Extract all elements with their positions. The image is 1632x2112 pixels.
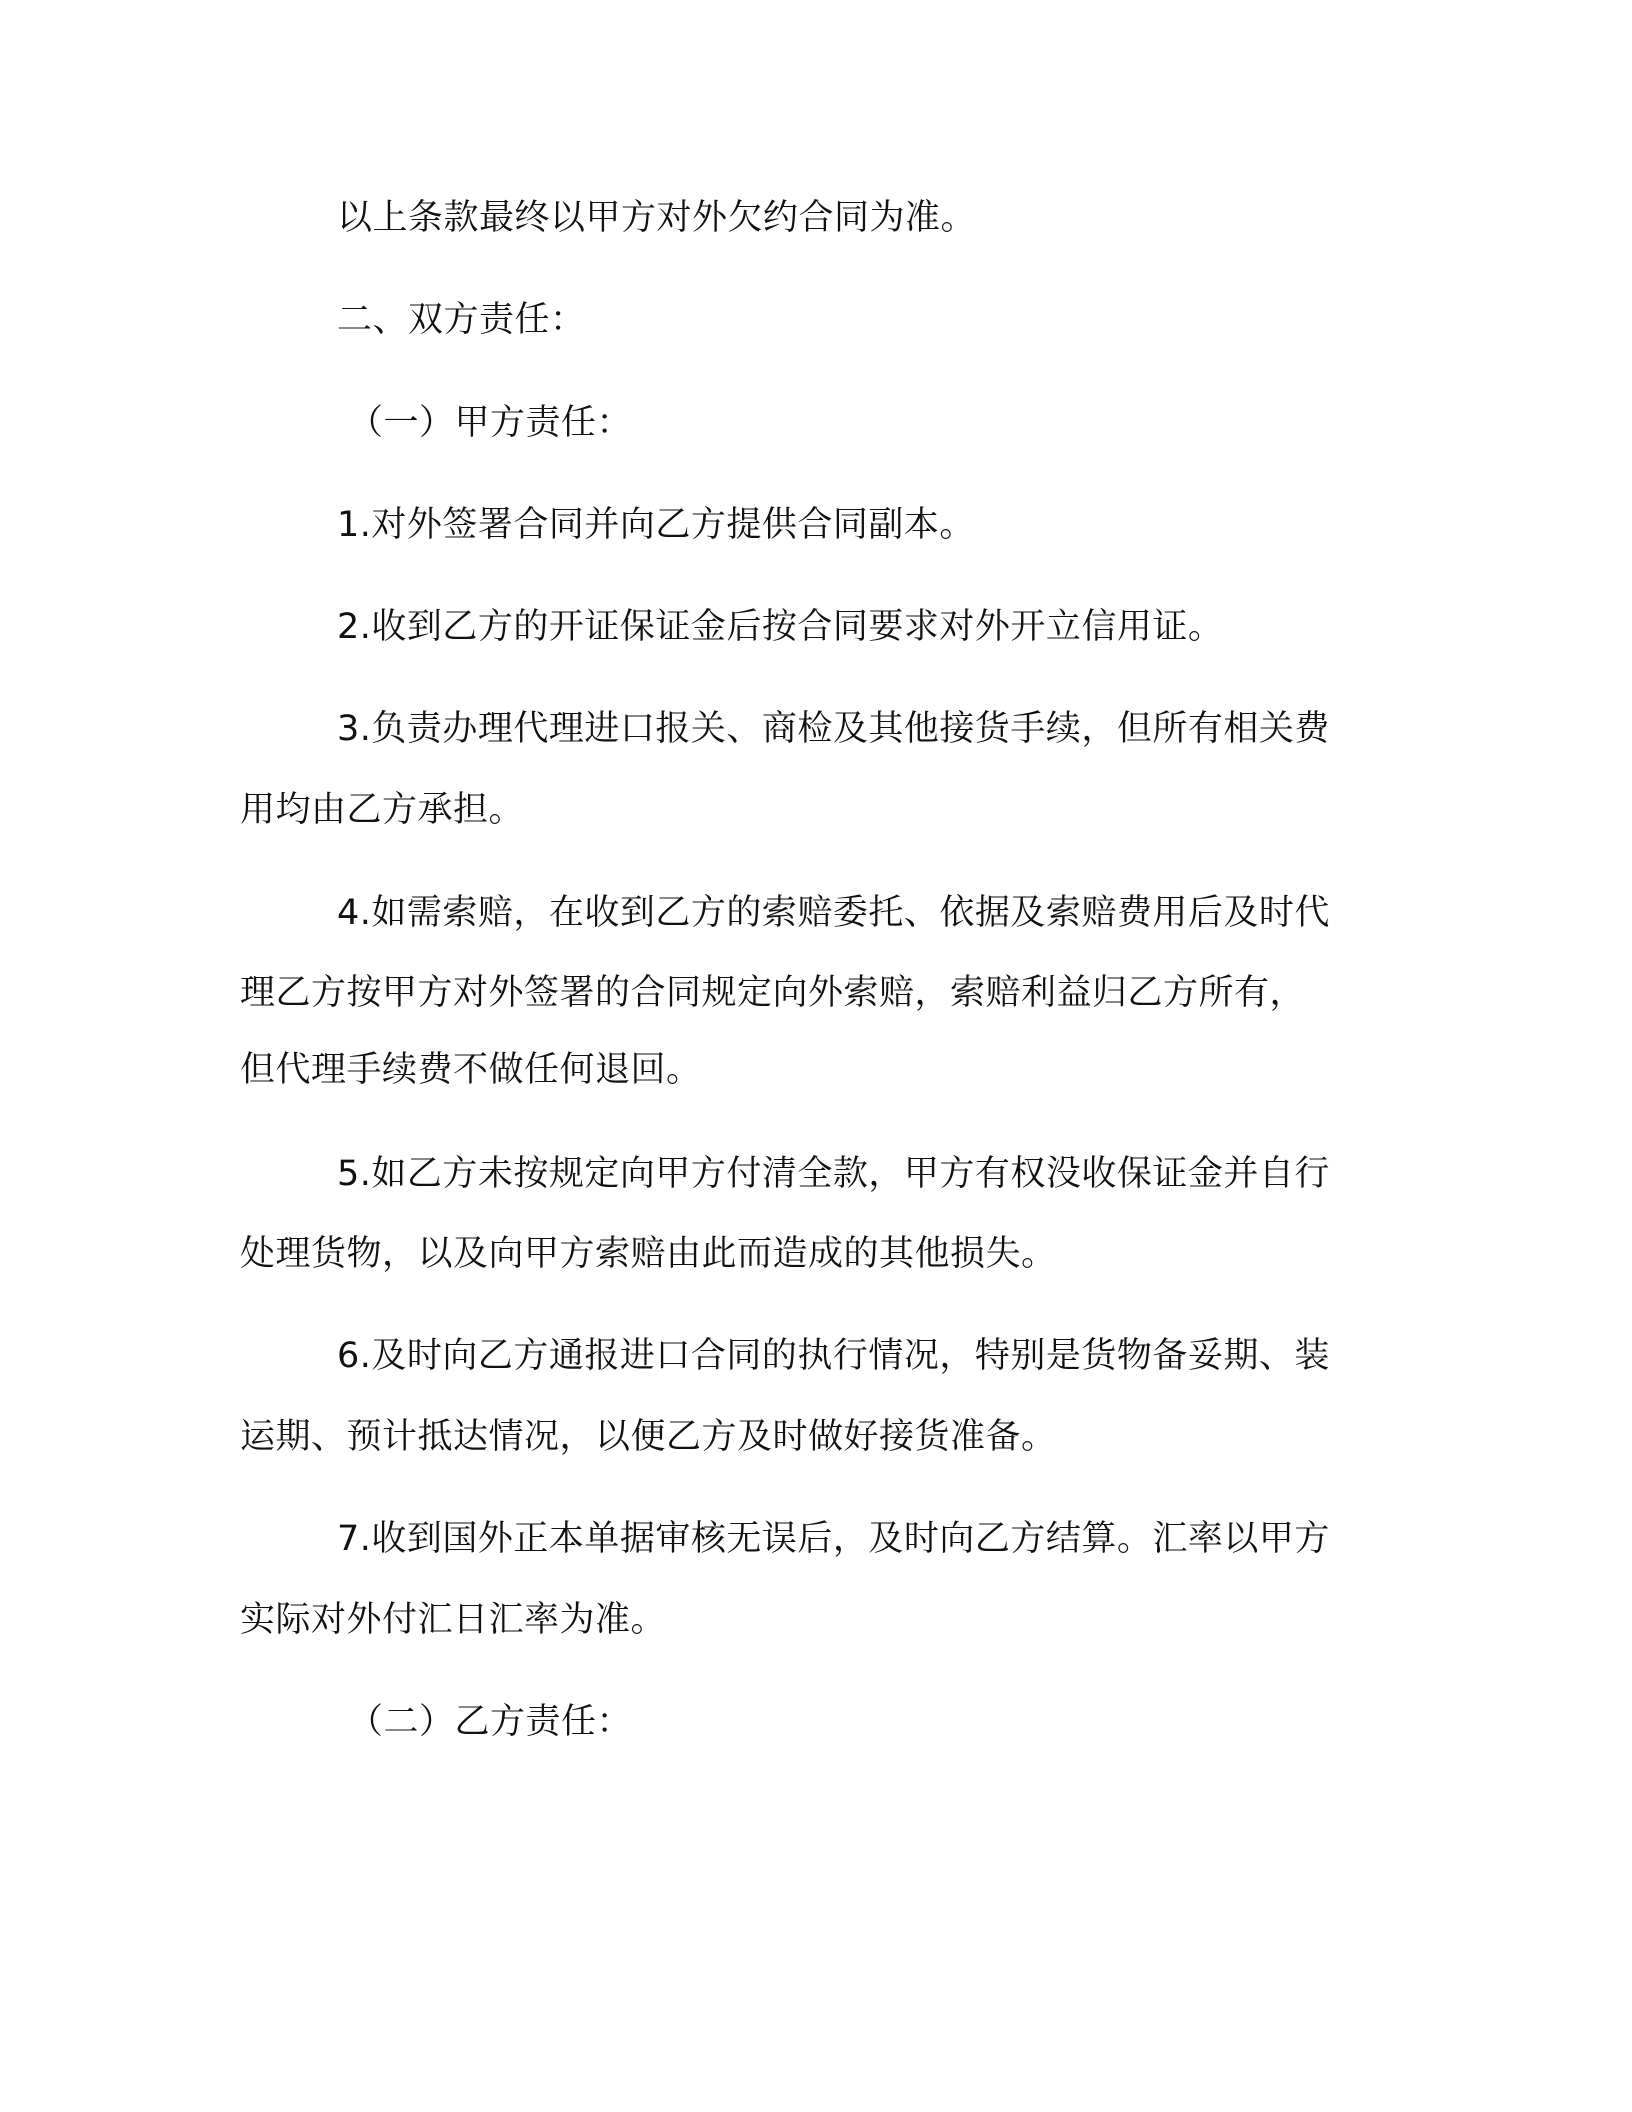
clause-4-line-2: 理乙方按甲方对外签署的合同规定向外索赔，索赔利益归乙方所有，	[240, 973, 1306, 1013]
clause-5-line-2: 处理货物，以及向甲方索赔由此而造成的其他损失。	[240, 1234, 1057, 1274]
subsection-heading-party-a: （一）甲方责任：	[348, 403, 633, 443]
clause-1: 1.对外签署合同并向乙方提供合同副本。	[337, 505, 975, 545]
clause-4-line-1: 4.如需索赔，在收到乙方的索赔委托、依据及索赔费用后及时代	[337, 893, 1330, 933]
subsection-heading-party-b: （二）乙方责任：	[348, 1702, 633, 1742]
clause-2: 2.收到乙方的开证保证金后按合同要求对外开立信用证。	[337, 607, 1224, 647]
clause-5-line-1: 5.如乙方未按规定向甲方付清全款，甲方有权没收保证金并自行	[337, 1154, 1330, 1194]
section-heading: 二、双方责任：	[337, 300, 586, 340]
clause-3-line-2: 用均由乙方承担。	[240, 790, 525, 830]
clause-6-line-1: 6.及时向乙方通报进口合同的执行情况，特别是货物备妥期、装	[337, 1336, 1330, 1376]
clause-6-line-2: 运期、预计抵达情况，以便乙方及时做好接货准备。	[240, 1417, 1057, 1457]
clause-3-line-1: 3.负责办理代理进口报关、商检及其他接货手续，但所有相关费	[337, 709, 1330, 749]
clause-7-line-2: 实际对外付汇日汇率为准。	[240, 1600, 667, 1640]
clause-7-line-1: 7.收到国外正本单据审核无误后，及时向乙方结算。汇率以甲方	[337, 1519, 1330, 1559]
closing-clause: 以上条款最终以甲方对外欠约合同为准。	[337, 198, 977, 238]
clause-4-line-3: 但代理手续费不做任何退回。	[240, 1050, 702, 1090]
